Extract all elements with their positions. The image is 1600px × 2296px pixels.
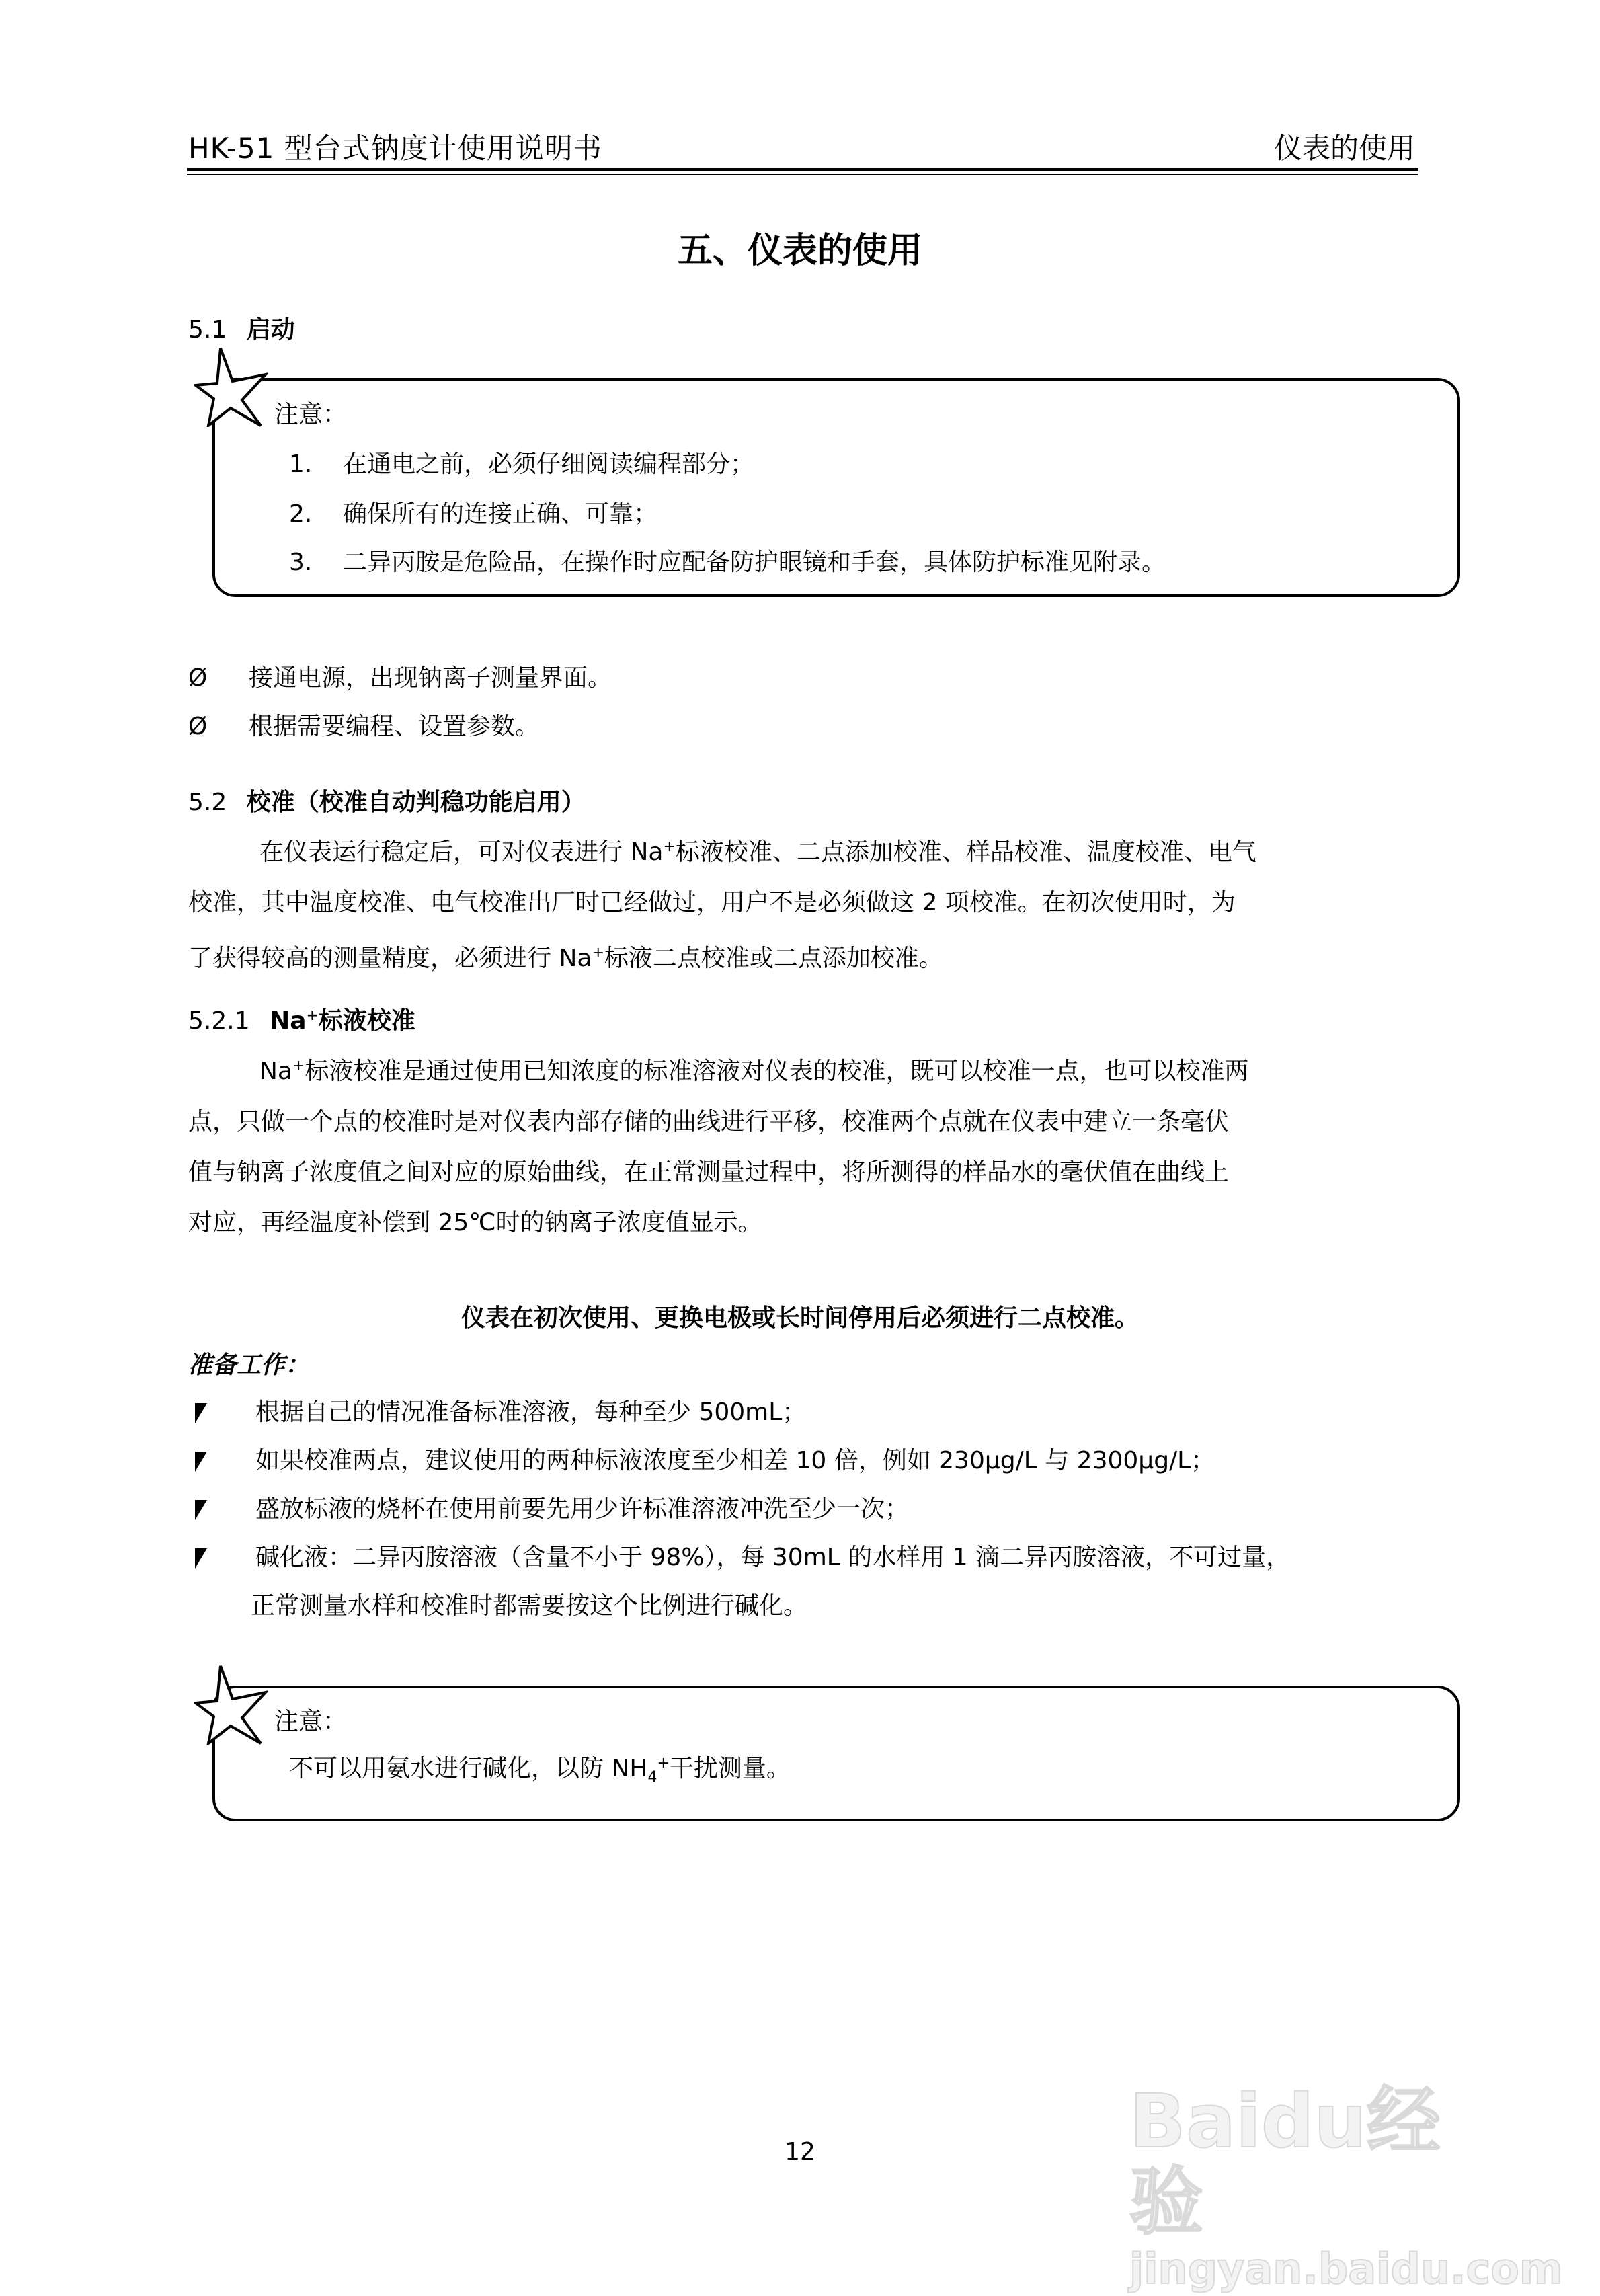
text: 标液校准	[318, 1007, 415, 1035]
page-number: 12	[785, 2138, 815, 2166]
triangle-bullet-icon	[195, 1500, 207, 1520]
triangle-bullet-icon	[195, 1548, 207, 1569]
prep-item	[195, 1538, 1290, 1573]
paragraph-line	[188, 877, 1418, 928]
chapter-title: 五、仪表的使用	[677, 231, 922, 271]
triangle-bullet-icon	[195, 1452, 207, 1472]
bullet-item	[188, 659, 612, 693]
section-number: 5.2	[188, 789, 227, 816]
prep-item-text: 盛放标液的烧杯在使用前要先用少许标准溶液冲洗至少一次；	[255, 1495, 910, 1523]
section-heading-5-2-1	[188, 1002, 415, 1036]
header-rule-thick	[187, 168, 1418, 171]
paragraph-line	[188, 822, 1418, 877]
text: Na	[270, 1007, 307, 1035]
superscript: +	[592, 945, 604, 961]
paragraph-line	[188, 1041, 1418, 1097]
prep-item-text: 根据自己的情况准备标准溶液，每种至少 500mL；	[255, 1398, 807, 1426]
paragraph-line	[188, 1097, 1418, 1147]
document-header-title: HK-51 型台式钠度计使用说明书	[188, 132, 602, 165]
paragraph-line	[188, 1197, 1418, 1248]
note-label: 注意：	[274, 401, 348, 428]
section-title: 校准（校准自动判稳功能启用）	[246, 789, 586, 816]
superscript: +	[292, 1058, 305, 1074]
text: 不可以用氨水进行碱化，以防 NH	[289, 1755, 648, 1782]
prep-item-continuation: 正常测量水样和校准时都需要按这个比例进行碱化。	[251, 1592, 808, 1620]
text: 标液二点校准或二点添加校准。	[604, 945, 943, 972]
document-header-section: 仪表的使用	[1273, 132, 1415, 165]
note-item-number: 1.	[289, 450, 313, 478]
superscript: +	[306, 1007, 319, 1024]
prep-item	[195, 1441, 1215, 1476]
subscript: 4	[647, 1769, 657, 1786]
baidu-jingyan-watermark	[1129, 2078, 1563, 2293]
text: 了获得较高的测量精度，必须进行 Na	[188, 945, 592, 972]
note-item-number: 2.	[289, 500, 313, 528]
paragraph-calibration-intro	[188, 822, 1418, 984]
section-heading-5-2	[188, 783, 586, 818]
emphasis-notice: 仪表在初次使用、更换电极或长时间停用后必须进行二点校准。	[461, 1304, 1139, 1332]
watermark-url: jingyan.baidu.com	[1129, 2244, 1563, 2293]
note-item-text: 确保所有的连接正确、可靠；	[343, 500, 658, 528]
text: 标液校准是通过使用已知浓度的标准溶液对仪表的校准，既可以校准一点，也可以校准两	[305, 1058, 1249, 1085]
paragraph-na-calibration	[188, 1041, 1418, 1248]
prep-item	[195, 1393, 806, 1427]
note-item	[289, 445, 754, 479]
note-item-number: 3.	[289, 549, 313, 576]
superscript: +	[663, 838, 676, 855]
note-item	[289, 543, 1166, 578]
section-title: 启动	[246, 316, 295, 344]
section-title	[270, 1007, 415, 1035]
note-text	[289, 1749, 791, 1786]
section-number: 5.2.1	[188, 1007, 250, 1035]
empty-set-bullet-icon: Ø	[188, 713, 208, 740]
prep-item-text: 碱化液：二异丙胺溶液（含量不小于 98%），每 30mL 的水样用 1 滴二异丙胺溶液，不可过量，	[255, 1544, 1291, 1571]
bullet-text: 根据需要编程、设置参数。	[249, 713, 540, 740]
paragraph-line	[188, 928, 1418, 984]
note-item-text: 在通电之前，必须仔细阅读编程部分；	[343, 450, 755, 478]
header-rule-thin	[187, 174, 1418, 175]
note-item-text: 二异丙胺是危险品，在操作时应配备防护眼镜和手套，具体防护标准见附录。	[343, 549, 1166, 576]
watermark-logo: Baidu经验	[1129, 2078, 1441, 2245]
prep-item	[195, 1490, 909, 1524]
prep-item-text: 如果校准两点，建议使用的两种标液浓度至少相差 10 倍，例如 230μg/L 与 2300μg/L；	[255, 1447, 1215, 1474]
text: 干扰测量。	[669, 1755, 791, 1782]
star-icon	[194, 1664, 268, 1745]
text: 点，只做一个点的校准时是对仪表内部存储的曲线进行平移，校准两个点就在仪表中建立一条毫伏	[188, 1108, 1230, 1136]
note-item	[289, 495, 657, 529]
text: 标液校准、二点添加校准、样品校准、温度校准、电气	[675, 838, 1256, 866]
star-icon	[194, 346, 268, 427]
empty-set-bullet-icon: Ø	[188, 664, 208, 692]
note-label: 注意：	[274, 1708, 348, 1735]
triangle-bullet-icon	[195, 1403, 207, 1423]
paragraph-line	[188, 1147, 1418, 1197]
superscript: +	[657, 1755, 670, 1772]
text: 在仪表运行稳定后，可对仪表进行 Na	[259, 838, 664, 866]
prep-title: 准备工作：	[188, 1351, 310, 1379]
section-number: 5.1	[188, 316, 227, 344]
text: 对应，再经温度补偿到 25℃时的钠离子浓度值显示。	[188, 1209, 762, 1236]
text: 值与钠离子浓度值之间对应的原始曲线，在正常测量过程中，将所测得的样品水的毫伏值在曲线上	[188, 1158, 1230, 1186]
text: 校准，其中温度校准、电气校准出厂时已经做过，用户不是必须做这 2 项校准。在初次使用时，为	[188, 889, 1236, 916]
section-heading-5-1	[188, 311, 295, 345]
bullet-item	[188, 707, 539, 742]
bullet-text: 接通电源，出现钠离子测量界面。	[249, 664, 612, 692]
text: Na	[259, 1058, 292, 1085]
